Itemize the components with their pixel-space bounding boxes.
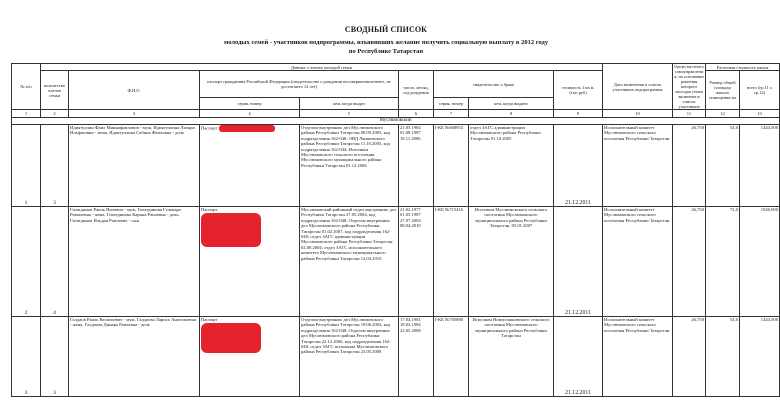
area: 54,0 (706, 125, 740, 207)
total-cost: 1444,500 (740, 125, 780, 207)
header-total: всего (гр.11 х гр.12) (740, 71, 780, 110)
passport-label: Паспорт (201, 317, 218, 322)
area: 72,0 (706, 207, 740, 317)
header-marriage-issued: кем, когда выдано (469, 98, 554, 110)
column-number: 1 (12, 110, 41, 118)
column-number: 11 (673, 110, 706, 118)
header-area: Размер общей площади жилого помещения на (706, 71, 740, 110)
table-row (12, 207, 780, 317)
header-family-data: Данные о членах молодой семьи (41, 64, 603, 71)
summary-table (11, 63, 780, 397)
family-count: 4 (41, 207, 69, 317)
column-number: 9 (554, 110, 603, 118)
marriage-series: I-КБ №715416 (434, 207, 469, 317)
passport-issued: Отделом внутренних дел Муслюмовского района Республики Татарстан 19.06.2002, код подразделения 162-048; Отделом внутренних дел Муслюмовского района Республики Татарстан 22.12.2006, код подразделения 162-048; отдел ЗАГС исполкома Муслюмовского района Республики Татарстан 23.05.2008 (300, 317, 399, 397)
redaction-mark (201, 323, 261, 353)
birth-dates: 17.04.1981 18.02.1984 22.05.2008 (399, 317, 434, 397)
row-number: 2 (12, 207, 41, 317)
marriage-issued: отдел ЗАГС администрации Муслюмовского района Республики Татарстан 01.10.2005 (469, 125, 554, 207)
inclusion-date: 21.12.2011 (554, 125, 603, 207)
column-number: 10 (603, 110, 673, 118)
column-number: 6 (399, 110, 434, 118)
family-members: Гизатдинов Раиль Нилевич - муж, Гизатдинова Гульнара Рамилевна - жена, Гизатдинова Карина Раилевна - дочь, Гизатдинов Ильдан Раилевич - сын (69, 207, 200, 317)
passport-label: Паспорт (201, 125, 218, 131)
header-cost: стоимость 1 кв.м. (тыс.руб) (554, 71, 603, 110)
passport-issued: Муслюмовский районный отдел внутренних дел Республики Татарстан 27.05.2004, код подразделения 162-048; Отделом внутренних дел Муслюмовского района Республики Татарстан 01.02.2007, код подразделения 162-048; отдел ЗАГС администрации Муслюмовского района Республики Татарстан 02.08.2004; отдел ЗАГС исполнительного комитета Муслюмовского муниципального района Республики Татарстан 12.04.2010 (300, 207, 399, 317)
family-members: Идиятуллин Фаил Миннафаилович - муж, Идиятуллина Лиляра Ильфатовна - жена, Идиятуллина Сабина Фаиловна - дочь (69, 125, 200, 207)
column-number: 13 (740, 110, 780, 118)
region-name: Муслюмовский (12, 118, 780, 125)
column-number: 3 (69, 110, 200, 118)
column-number: 12 (706, 110, 740, 118)
passport-series (200, 207, 300, 317)
document-subtitle-region: по Республике Татарстан (348, 48, 424, 55)
header-inclusion-date: Дата включения в список участников подпрограммы (603, 64, 673, 110)
column-number: 8 (469, 110, 554, 118)
cost-per-sqm: 26,750 (673, 125, 706, 207)
column-number: 4 (200, 110, 300, 118)
cost-per-sqm: 26,750 (673, 317, 706, 397)
header-marriage-series: серия, номер (434, 98, 469, 110)
row-number: 3 (12, 317, 41, 397)
row-number: 1 (12, 125, 41, 207)
header-passport-issued: кем, когда выдан (300, 98, 399, 110)
total-cost: 1926,000 (740, 207, 780, 317)
header-calc-cost: Расчетная стоимость жилья (706, 64, 780, 71)
authority: Исполнительный комитет Муслюмовского сельского поселения Республики Татарстан (603, 317, 673, 397)
passport-series (200, 125, 300, 207)
family-members: Галдаов Раиль Васильевич - муж, Галдаова Лариса Анатольевна - жена, Галдаова Динара Раилевна - дочь (69, 317, 200, 397)
redaction-mark (219, 125, 275, 132)
birth-dates: 21.05.1984 01.08.1987 18.11.2006 (399, 125, 434, 207)
authority: Исполнительный комитет Муслюмовского сельского поселения Республики Татарстан (603, 125, 673, 207)
header-authority: Орган местного самоуправления, на основании решения которого молодая семья включена в список участников (674, 64, 704, 109)
inclusion-date: 21.12.2011 (554, 207, 603, 317)
header-fio: Ф.И.О. (69, 71, 200, 110)
passport-label: Паспорт (201, 207, 218, 212)
marriage-series: I-КБ №705880 (434, 317, 469, 397)
document-title: СВОДНЫЙ СПИСОК (344, 25, 428, 34)
passport-issued: Отделом внутренних дел Муслюмовского района Республики Татарстан 08.09.2005, код подразделения 162-048; ОВД Лаишевского района Республики Татарстан 11.10.2005, код подразделения 162-044; Исполком Муслюмовского сельского поселения Муслюмовского муниципального района Республики Татарстан 01.12.2006 (300, 125, 399, 207)
header-birth: число, месяц, год рождения (399, 71, 434, 110)
header-passport: паспорт гражданина Российской Федерации (свидетельство о рождении несовершеннолетнего, не достигшего 14 лет) (200, 71, 399, 98)
header-count: количество членов семьи (41, 71, 69, 110)
table-row (12, 317, 780, 397)
family-count: 3 (41, 317, 69, 397)
marriage-issued: Исполком Муслюмовского сельского поселения Муслюмовского муниципального района Республики Татарстан, 05.01.2007 (469, 207, 554, 317)
marriage-issued: Исполком Новоусмановского сельского поселения Муслюмовского муниципального района Республики Татарстан (469, 317, 554, 397)
column-number: 2 (41, 110, 69, 118)
table-row (12, 125, 780, 207)
area: 54,0 (706, 317, 740, 397)
header-marriage: свидетельство о браке (434, 71, 554, 98)
header-no: № п/п (12, 64, 41, 110)
document-subtitle: молодых семей - участников подпрограммы, изъявивших желание получить социальную выплату в 2012 году (223, 39, 549, 46)
family-count: 3 (41, 125, 69, 207)
header-passport-series: серия, номер (200, 98, 300, 110)
authority: Исполнительный комитет Муслюмовского сельского поселения Республики Татарстан (603, 207, 673, 317)
cost-per-sqm: 26,750 (673, 207, 706, 317)
marriage-series: I-КБ №668953 (434, 125, 469, 207)
inclusion-date: 21.12.2011 (554, 317, 603, 397)
passport-series (200, 317, 300, 397)
column-number: 7 (434, 110, 469, 118)
birth-dates: 21.02.1977 01.05.1987 27.07.2004 08.04.2010 (399, 207, 434, 317)
column-number-row (12, 110, 780, 118)
column-number: 5 (300, 110, 399, 118)
region-row (12, 118, 780, 125)
redaction-mark (201, 213, 261, 247)
total-cost: 1444,500 (740, 317, 780, 397)
